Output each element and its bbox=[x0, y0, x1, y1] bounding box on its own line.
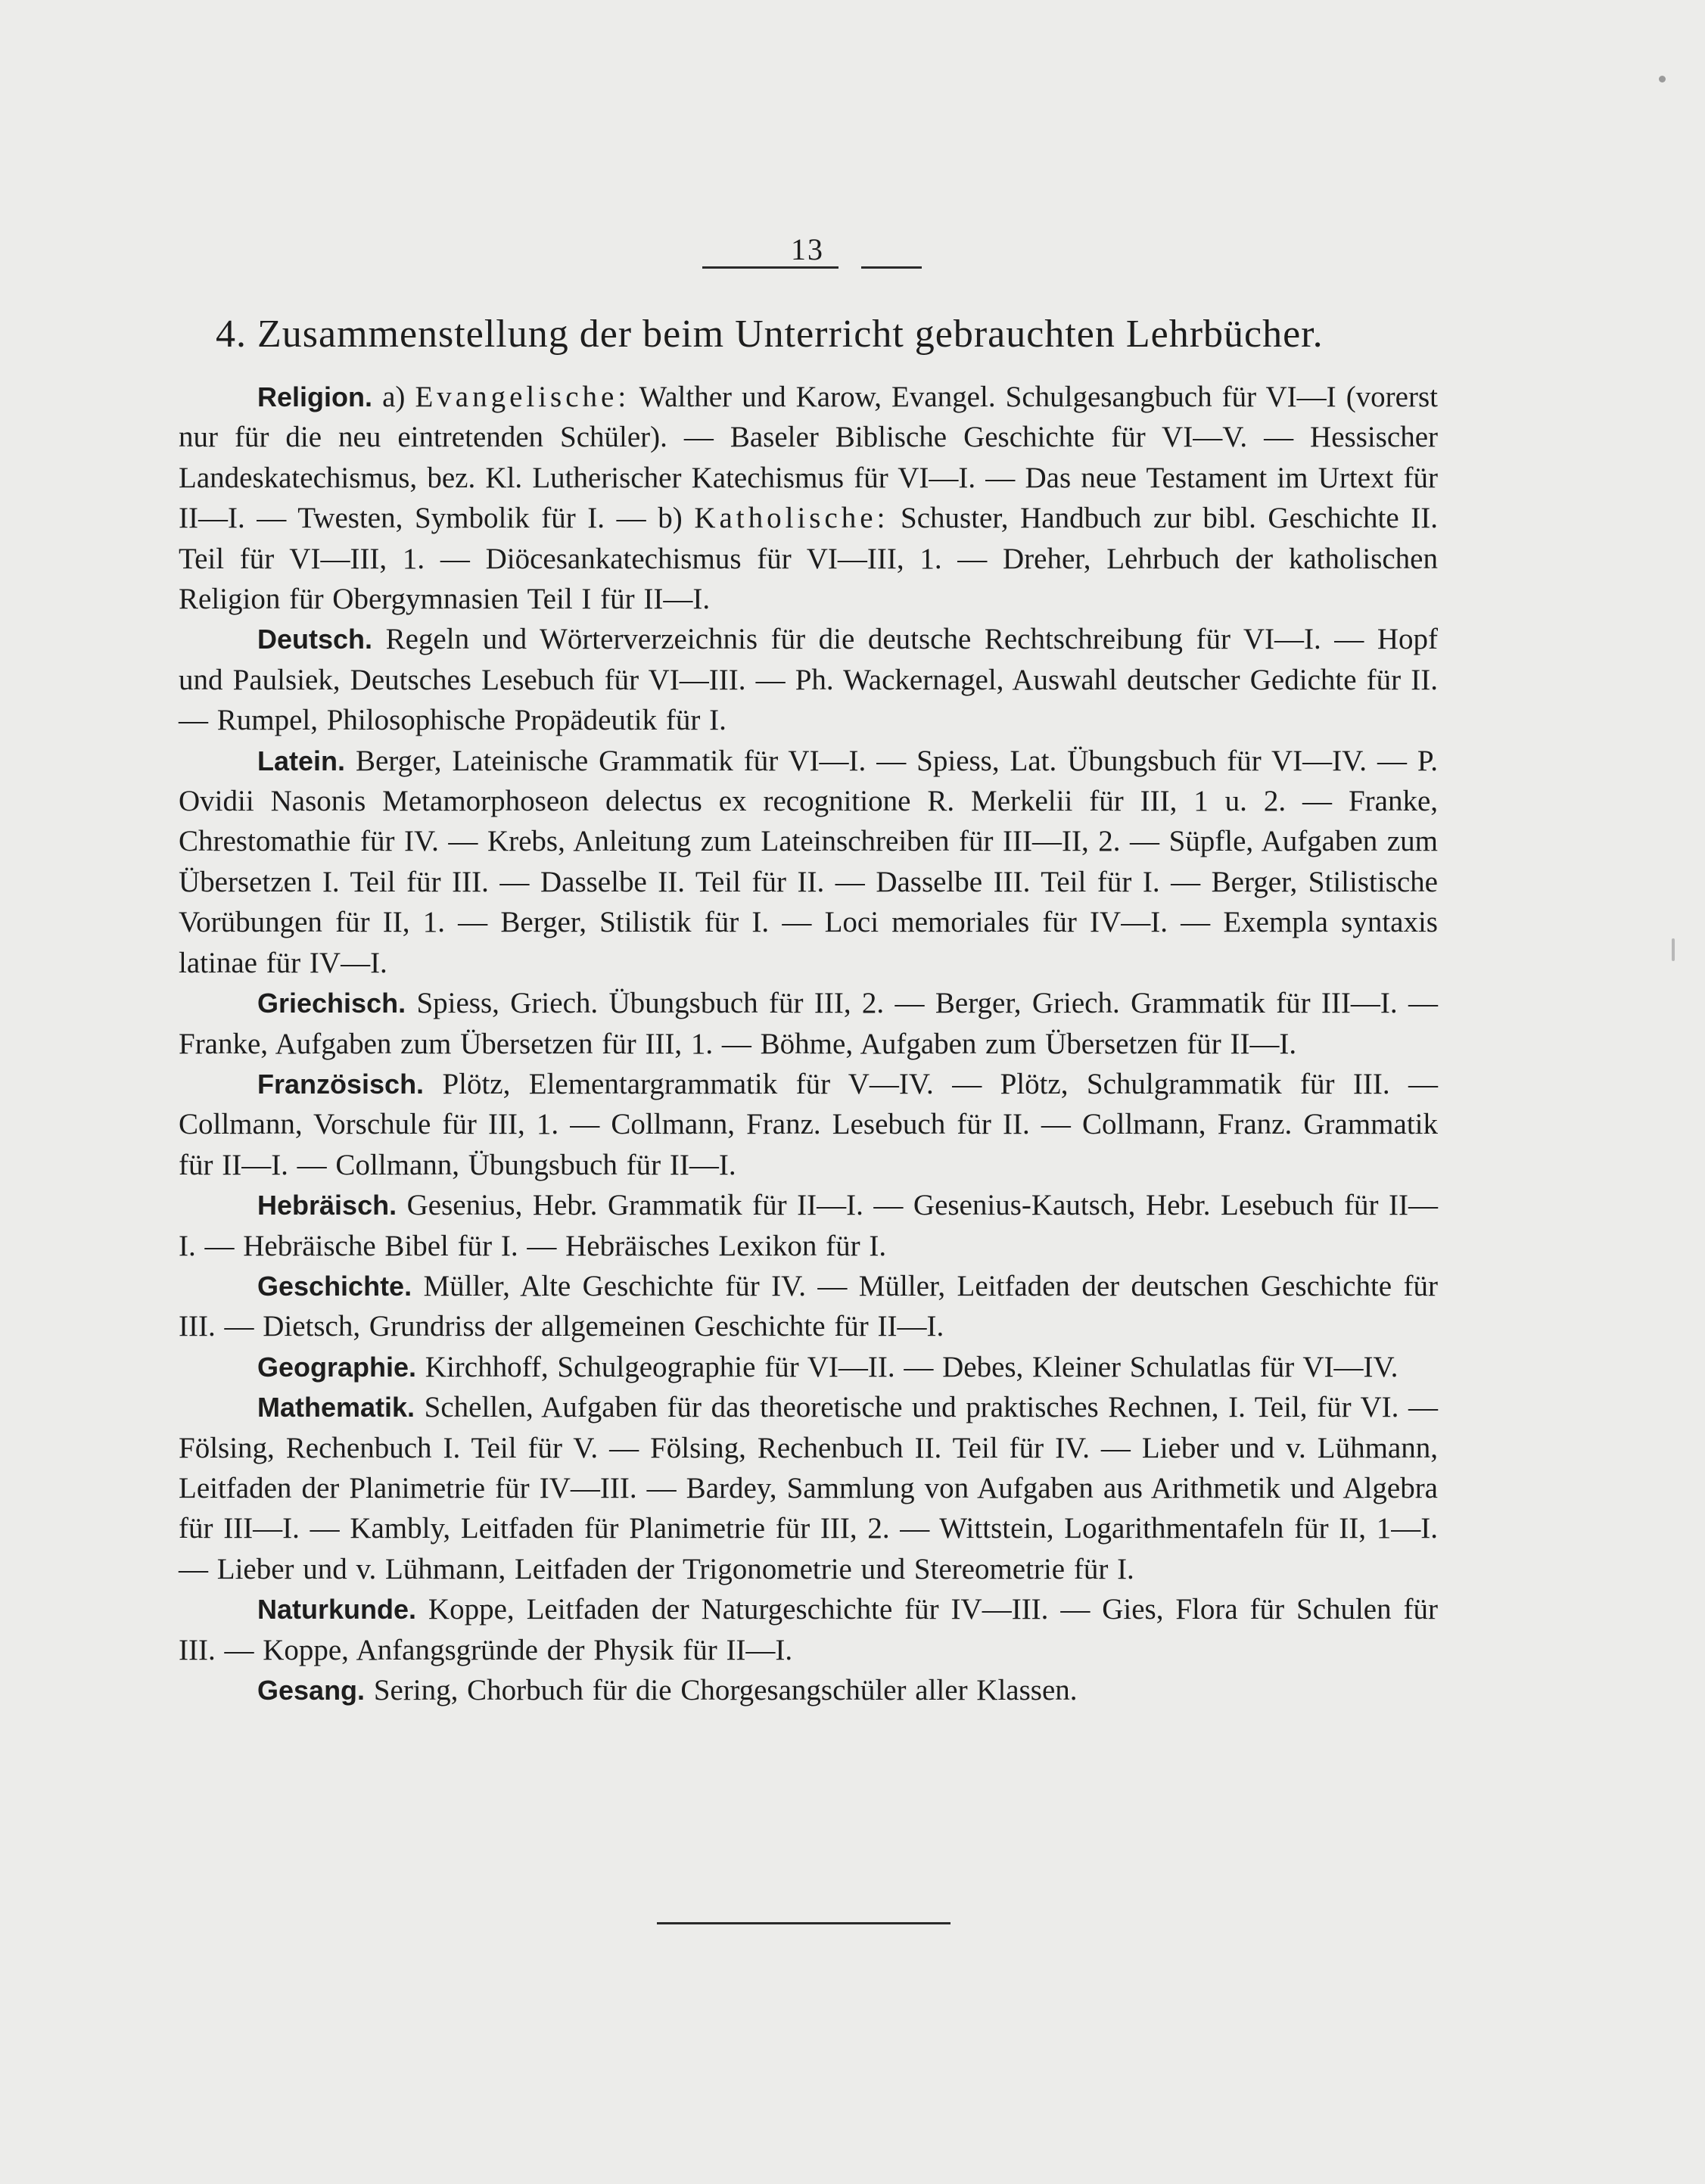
paragraph-hebraeisch bbox=[179, 1185, 1438, 1266]
paragraph-latein bbox=[179, 741, 1438, 983]
subject-heading: Latein. bbox=[257, 745, 346, 776]
text-segment: Spiess, Griech. Übungsbuch für III, 2. — Berger, Griech. Grammatik für III—I. — Franke, Aufgaben zum Übersetzen für III, 1. — Böhme, Aufgaben zum Übersetzen für II—I. bbox=[179, 987, 1438, 1060]
text-segment: Müller, Alte Geschichte für IV. — Müller, Leitfaden der deutschen Geschichte für III. — Dietsch, Grundriss der allgemeinen Geschichte für II—I. bbox=[179, 1269, 1438, 1343]
paragraph-naturkunde bbox=[179, 1589, 1438, 1670]
text-segment: Koppe, Leitfaden der Naturgeschichte für IV—III. — Gies, Flora für Schulen für III. — Koppe, Anfangsgründe der Physik für II—I. bbox=[179, 1593, 1438, 1666]
paragraph-franzoesisch bbox=[179, 1064, 1438, 1185]
text-segment: Schellen, Aufgaben für das theoretische und praktisches Rechnen, I. Teil, für VI. — Fölsing, Rechenbuch I. Teil für V. — Fölsing, Rechenbuch II. Teil für IV. — Lieber und v. Lühmann, Leitfaden der Planimetrie für IV—III. — Bardey, Sammlung von Aufgaben aus Arithmetik und Algebra für III—I. — Kambly, Leitfaden für Planimetrie für III, 2. — Wittstein, Logarithmentafeln für II, 1—I. — Lieber und v. Lühmann, Leitfaden der Trigonometrie und Stereometrie für I. bbox=[179, 1391, 1438, 1585]
paragraph-geschichte bbox=[179, 1266, 1438, 1347]
text-segment: Gesenius, Hebr. Grammatik für II—I. — Gesenius-Kautsch, Hebr. Lesebuch für II—I. — Hebräische Bibel für I. — Hebräisches Lexikon für I. bbox=[179, 1189, 1438, 1262]
text-segment: Schuster, Handbuch zur bibl. Geschichte II. Teil für VI—III, 1. — Diöcesankatechismus für VI—III, 1. — Dreher, Lehrbuch der katholischen Religion für Obergymnasien Teil I für II—I. bbox=[179, 502, 1438, 616]
paper-speck bbox=[1659, 76, 1666, 82]
header-rule bbox=[702, 266, 922, 269]
footer-rule bbox=[657, 1922, 951, 1924]
subject-heading: Griechisch. bbox=[257, 988, 406, 1019]
subject-heading: Naturkunde. bbox=[257, 1594, 417, 1626]
text-segment: Berger, Lateinische Grammatik für VI—I. — Spiess, Lat. Übungsbuch für VI—IV. — P. Ovidii Nasonis Metamorphoseon delectus ex recognitione R. Merkelii für III, 1 u. 2. — Franke, Chrestomathie für IV. — Krebs, Anleitung zum Lateinschreiben für III—II, 2. — Süpfle, Aufgaben zum Übersetzen I. Teil für III. — Dasselbe II. Teil für II. — Dasselbe III. Teil für I. — Berger, Stilistische Vorübungen für II, 1. — Berger, Stilistik für I. — Loci memoriales für IV—I. — Exempla syntaxis latinae für IV—I. bbox=[179, 744, 1438, 979]
text-segment: a) bbox=[372, 381, 415, 413]
paper-speck bbox=[1672, 938, 1675, 961]
text-segment-spaced: Katholische: bbox=[694, 502, 889, 535]
text-segment: Plötz, Elementargrammatik für V—IV. — Plötz, Schulgrammatik für III. — Collmann, Vorschule für III, 1. — Collmann, Franz. Lesebuch für II. — Collmann, Franz. Grammatik für II—I. — Collmann, Übungsbuch für II—I. bbox=[179, 1067, 1438, 1181]
subject-heading: Französisch. bbox=[257, 1068, 425, 1100]
paragraph-religion bbox=[179, 377, 1438, 619]
section-title: 4. Zusammenstellung der beim Unterricht gebrauchten Lehrbücher. bbox=[216, 313, 1324, 356]
paragraph-geographie bbox=[179, 1347, 1438, 1387]
text-segment: Regeln und Wörterverzeichnis für die deutsche Rechtschreibung für VI—I. — Hopf und Paulsiek, Deutsches Lesebuch für VI—III. — Ph. Wackernagel, Auswahl deutscher Gedichte für II. — Rumpel, Philosophische Propädeutik für I. bbox=[179, 623, 1438, 737]
subject-heading: Geographie. bbox=[257, 1351, 417, 1383]
subject-heading: Gesang. bbox=[257, 1675, 366, 1706]
text-segment: Kirchhoff, Schulgeographie für VI—II. — Debes, Kleiner Schulatlas für VI—IV. bbox=[416, 1350, 1399, 1383]
text-segment-spaced: Evangelische: bbox=[415, 381, 630, 413]
paragraph-mathematik bbox=[179, 1387, 1438, 1589]
paragraph-gesang bbox=[179, 1670, 1438, 1710]
subject-heading: Hebräisch. bbox=[257, 1190, 397, 1221]
subject-heading: Geschichte. bbox=[257, 1270, 412, 1302]
paragraph-deutsch bbox=[179, 619, 1438, 740]
page-number: 13 bbox=[791, 232, 824, 266]
subject-heading: Mathematik. bbox=[257, 1392, 415, 1423]
text-segment: Sering, Chorbuch für die Chorgesangschüler aller Klassen. bbox=[365, 1674, 1078, 1706]
paragraph-griechisch bbox=[179, 983, 1438, 1064]
textbook-list bbox=[179, 377, 1438, 1710]
text-segment: Walther und Karow, Evangel. Schulgesangbuch für VI—I (vorerst nur für die neu eintretenden Schüler). — Baseler Biblische Geschichte für VI—V. — Hessischer Landeskatechismus, bez. Kl. Lutherischer Katechismus für VI—I. — Das neue Testament im Urtext für II—I. — Twesten, Symbolik für I. — b) bbox=[179, 381, 1438, 535]
subject-heading: Deutsch. bbox=[257, 624, 373, 655]
subject-heading: Religion. bbox=[257, 381, 372, 412]
